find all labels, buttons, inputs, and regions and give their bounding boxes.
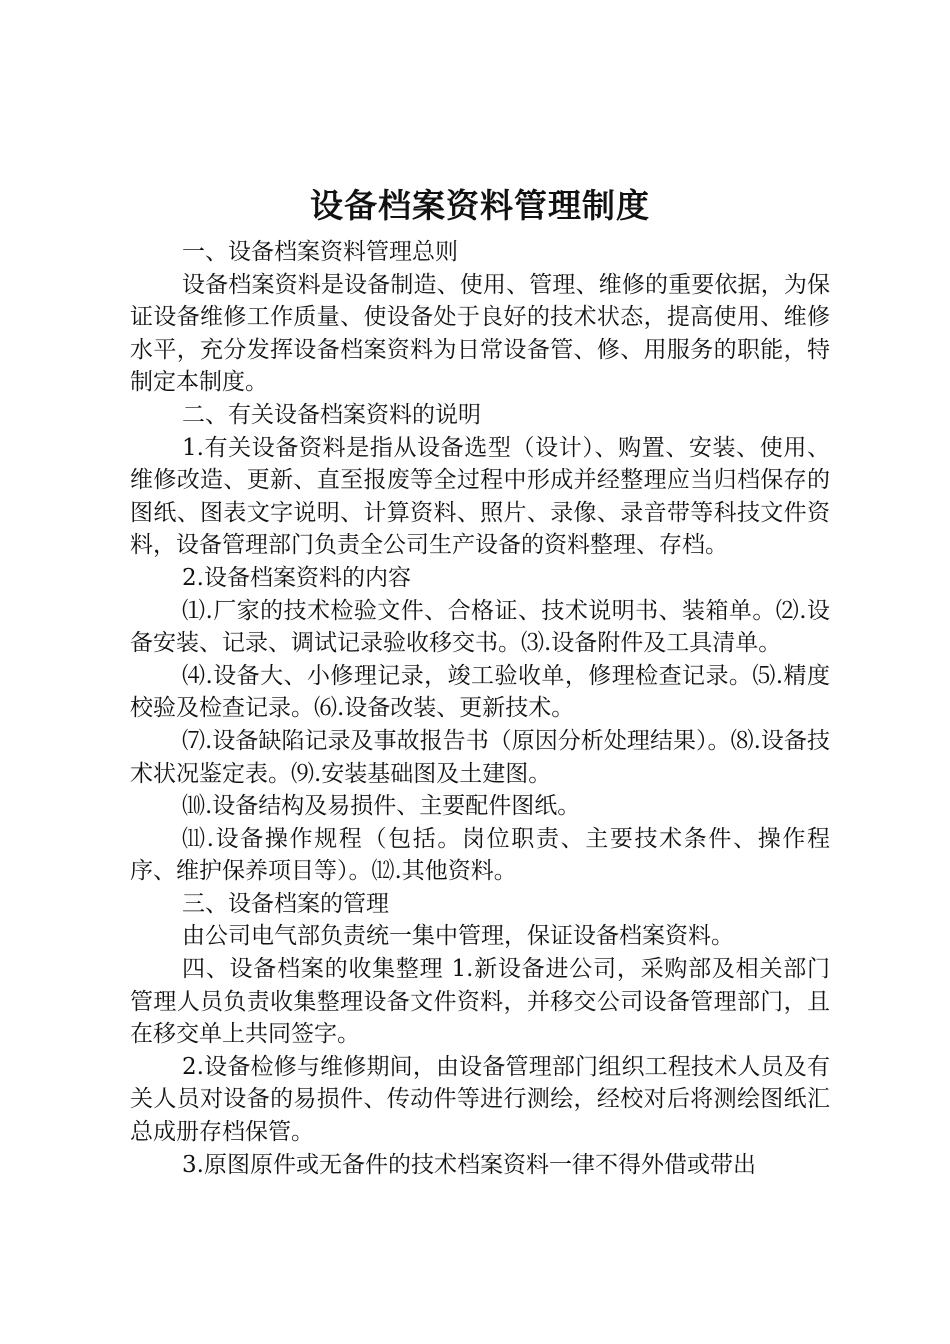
paragraph-management: 由公司电气部负责统一集中管理，保证设备档案资料。 [182,923,734,950]
list-item-10: ⑽.设备结构及易损件、主要配件图纸。 [182,793,581,820]
paragraph-originals: 3.原图原件或无备件的技术档案资料一律不得外借或带出 [182,1151,756,1178]
document-title: 设备档案资料管理制度 [310,186,650,225]
document-body [130,236,830,1181]
list-item-1-3: ⑴.厂家的技术检验文件、合格证、技术说明书、装箱单。⑵.设备安装、记录、调试记录验收移交书。⑶.设备附件及工具清单。 [130,597,830,657]
paragraph-purpose: 设备档案资料是设备制造、使用、管理、维修的重要依据，为保证设备维修工作质量、使设备处于良好的技术状态，提高使用、维修水平，充分发挥设备档案资料为日常设备管、修、用服务的职能，特制定本制度。 [130,271,830,396]
list-item-4-6: ⑷.设备大、小修理记录，竣工验收单，修理检查记录。⑸.精度校验及检查记录。⑹.设备改装、更新技术。 [130,662,830,722]
paragraph-definition: 1.有关设备资料是指从设备选型（设计）、购置、安装、使用、维修改造、更新、直至报废等全过程中形成并经整理应当归档保存的图纸、图表文字说明、计算资料、照片、录像、录音带等科技文件资料，设备管理部门负责全公司生产设备的资料整理、存档。 [130,434,830,559]
paragraph-maintenance: 2.设备检修与维修期间，由设备管理部门组织工程技术人员及有关人员对设备的易损件、传动件等进行测绘，经校对后将测绘图纸汇总成册存档保管。 [130,1053,830,1146]
section-heading-description: 二、有关设备档案资料的说明 [182,401,481,428]
list-item-11-12: ⑾.设备操作规程（包括。岗位职责、主要技术条件、操作程序、维护保养项目等）。⑿.其他资料。 [130,825,830,885]
section-heading-general-principles: 一、设备档案资料管理总则 [182,239,458,265]
section-heading-collection: 四、设备档案的收集整理 1.新设备进公司，采购部及相关部门管理人员负责收集整理设备文件资料，并移交公司设备管理部门，且在移交单上共同签字。 [130,956,830,1048]
list-item-7-9: ⑺.设备缺陷记录及事故报告书（原因分析处理结果）。⑻.设备技术状况鉴定表。⑼.安装基础图及土建图。 [130,727,830,787]
section-heading-management: 三、设备档案的管理 [182,890,389,917]
subheading-contents: 2.设备档案资料的内容 [182,564,411,591]
